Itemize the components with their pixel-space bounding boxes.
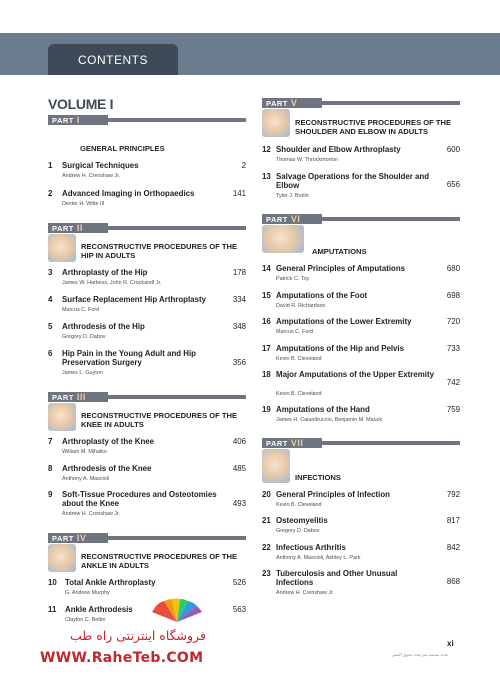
chapter-page: 406 — [232, 437, 246, 446]
chapter-authors: Kevin B. Cleveland — [276, 391, 322, 397]
chapter-page: 733 — [446, 344, 460, 353]
chapter-authors: Anthony A. Mascioli — [62, 476, 110, 482]
part-bar — [262, 98, 460, 108]
chapter-number: 1 — [48, 161, 53, 170]
chapter-page: 334 — [232, 295, 246, 304]
chapter-authors: Marcus C. Ford — [62, 307, 100, 313]
chapter-page: 493 — [232, 499, 246, 508]
chapter-authors: Kevin B. Cleveland — [276, 502, 322, 508]
part-rule — [108, 395, 246, 399]
chapter-page: 680 — [446, 264, 460, 273]
chapter-number: 15 — [262, 291, 271, 300]
part-7 — [262, 438, 460, 480]
chapter-title: Amputations of the Hand — [276, 405, 370, 414]
chapter-page: 720 — [446, 317, 460, 326]
chapter-authors: Clayton C. Bettin — [65, 617, 106, 623]
part-header — [48, 233, 246, 265]
contents-tab — [48, 44, 178, 75]
chapter-title: Infectious Arthritis — [276, 543, 346, 552]
chapter-authors: Gregory D. Dabov — [62, 334, 106, 340]
chapter-authors: Gregory D. Dabov — [276, 528, 320, 534]
part-title: RECONSTRUCTIVE PROCEDURES OF THE ANKLE IN ADULTS — [81, 552, 238, 570]
part-roman: III — [76, 392, 86, 402]
chapter-page: 868 — [446, 577, 460, 586]
part-title: RECONSTRUCTIVE PROCEDURES OF THE KNEE IN ADULTS — [81, 411, 238, 429]
chapter-page: 842 — [446, 543, 460, 552]
chapter-page: 792 — [446, 490, 460, 499]
store-watermark — [38, 598, 238, 668]
chapter-title: Surgical Techniques — [62, 161, 139, 170]
chapter-title: General Principles of Infection — [276, 490, 391, 499]
part-header — [262, 448, 460, 480]
knee-joint-illustration — [48, 403, 76, 431]
chapter-title: Arthrodesis of the Knee — [62, 464, 152, 473]
infection-illustration — [262, 449, 290, 483]
chapter-authors: Thomas W. Throckmorton — [276, 157, 338, 163]
chapter-page: 356 — [232, 358, 246, 367]
store-name-persian: فروشگاه اینترنتی راه طب — [70, 628, 206, 643]
hip-joint-illustration — [48, 234, 76, 262]
part-1 — [48, 115, 246, 157]
amputation-illustration — [262, 225, 304, 253]
part-rule — [322, 101, 460, 105]
chapter-title: General Principles of Amputations — [276, 264, 406, 273]
chapter-title: Arthrodesis of the Hip — [62, 322, 145, 331]
chapter-title: Hip Pain in the Young Adult and Hip Preservation Surgery — [62, 349, 196, 368]
chapter-number: 11 — [48, 605, 57, 614]
book-fan-logo-icon — [150, 598, 204, 624]
chapter-authors: William M. Mihalko — [62, 449, 107, 455]
chapter-number: 17 — [262, 344, 271, 353]
chapter-page: 656 — [446, 180, 460, 189]
chapter-number: 5 — [48, 322, 53, 331]
contents-label: CONTENTS — [78, 52, 148, 67]
part-title: RECONSTRUCTIVE PROCEDURES OF THE HIP IN ADULTS — [81, 242, 238, 260]
chapter-number: 19 — [262, 405, 271, 414]
chapter-number: 3 — [48, 268, 53, 277]
chapter-authors: Anthony A. Mascioli, Ashley L. Park — [276, 555, 361, 561]
chapter-authors: Patrick C. Toy — [276, 276, 310, 282]
part-rule — [108, 226, 246, 230]
part-bar — [48, 115, 246, 125]
chapter-page: 698 — [446, 291, 460, 300]
part-rule — [322, 217, 460, 221]
chapter-title: Amputations of the Lower Extremity — [276, 317, 412, 326]
chapter-authors: David R. Richardson — [276, 303, 326, 309]
part-roman: VI — [290, 214, 301, 224]
part-bar — [48, 392, 246, 402]
part-roman: II — [76, 223, 83, 233]
part-rule — [322, 441, 460, 445]
chapter-page: 817 — [446, 516, 460, 525]
chapter-page: 178 — [232, 268, 246, 277]
part-title: AMPUTATIONS — [312, 247, 367, 256]
chapter-authors: James W. Harkess, John R. Crockarell Jr. — [62, 280, 162, 286]
chapter-number: 20 — [262, 490, 271, 499]
part-label: PART VII — [262, 438, 322, 448]
part-rule — [108, 536, 246, 540]
chapter-authors: Andrew H. Crenshaw Jr. — [62, 511, 121, 517]
part-title: INFECTIONS — [295, 473, 341, 482]
chapter-number: 10 — [48, 578, 57, 587]
chapter-authors: Marcus C. Ford — [276, 329, 314, 335]
chapter-number: 21 — [262, 516, 271, 525]
part-label: PART I — [48, 115, 108, 125]
chapter-authors: G. Andrew Murphy — [65, 590, 110, 596]
part-bar — [48, 223, 246, 233]
chapter-title: Arthroplasty of the Hip — [62, 268, 148, 277]
part-4 — [48, 533, 246, 575]
chapter-title: Salvage Operations for the Shoulder and Elbow — [276, 172, 430, 191]
chapter-number: 23 — [262, 569, 271, 578]
chapter-title: Advanced Imaging in Orthopaedics — [62, 189, 195, 198]
part-roman: IV — [76, 533, 87, 543]
chapter-page: 2 — [241, 161, 246, 170]
part-label: PART V — [262, 98, 322, 108]
chapter-title: Shoulder and Elbow Arthroplasty — [276, 145, 401, 154]
part-label: PART III — [48, 392, 108, 402]
chapter-page: 348 — [232, 322, 246, 331]
chapter-title: Tuberculosis and Other Unusual Infections — [276, 569, 398, 588]
store-url[interactable]: WWW.RaheTeb.COM — [40, 650, 204, 666]
chapter-number: 18 — [262, 370, 271, 379]
chapter-title: Surface Replacement Hip Arthroplasty — [62, 295, 206, 304]
chapter-number: 8 — [48, 464, 53, 473]
part-label: PART II — [48, 223, 108, 233]
chapter-title: Amputations of the Foot — [276, 291, 368, 300]
part-roman: I — [76, 115, 80, 125]
chapter-number: 6 — [48, 349, 53, 358]
chapter-authors: James L. Guyton — [62, 370, 103, 376]
chapter-authors: Andrew H. Crenshaw Jr. — [62, 173, 121, 179]
part-bar — [262, 438, 460, 448]
chapter-authors: Dexter H. Witte III — [62, 201, 105, 207]
part-header — [48, 402, 246, 434]
chapter-title: Major Amputations of the Upper Extremity — [276, 370, 434, 379]
part-5 — [262, 98, 460, 140]
part-bar — [48, 533, 246, 543]
page-number: xi — [447, 639, 454, 648]
chapter-authors: James H. Calandruccio, Benjamin M. Mauck — [276, 417, 383, 423]
chapter-title: Soft-Tissue Procedures and Osteotomies about the Knee — [62, 490, 217, 509]
chapter-title: Arthroplasty of the Knee — [62, 437, 155, 446]
chapter-authors: Andrew H. Crenshaw Jr. — [276, 590, 335, 596]
part-title: GENERAL PRINCIPLES — [80, 144, 165, 153]
part-header — [48, 125, 246, 157]
chapter-title: Ankle Arthrodesis — [65, 605, 133, 614]
chapter-authors: Tyler J. Brolin — [276, 193, 309, 199]
chapter-number: 22 — [262, 543, 271, 552]
part-roman: VII — [290, 438, 304, 448]
part-bar — [262, 214, 460, 224]
part-roman: V — [290, 98, 298, 108]
copyright-footnote: ماده محمیه مترجمه حقوق النشر — [392, 652, 449, 657]
chapter-number: 16 — [262, 317, 271, 326]
volume-heading: VOLUME I — [48, 96, 114, 112]
chapter-title: Total Ankle Arthroplasty — [65, 578, 156, 587]
chapter-page: 141 — [232, 189, 246, 198]
chapter-title: Osteomyelitis — [276, 516, 328, 525]
chapter-number: 2 — [48, 189, 53, 198]
chapter-number: 7 — [48, 437, 53, 446]
shoulder-joint-illustration — [262, 109, 290, 137]
chapter-number: 4 — [48, 295, 53, 304]
chapter-number: 9 — [48, 490, 53, 499]
chapter-page: 485 — [232, 464, 246, 473]
chapter-number: 12 — [262, 145, 271, 154]
part-header — [262, 224, 460, 256]
chapter-title: Amputations of the Hip and Pelvis — [276, 344, 405, 353]
chapter-number: 13 — [262, 172, 271, 181]
part-3 — [48, 392, 246, 434]
part-2 — [48, 223, 246, 265]
part-header — [262, 108, 460, 140]
chapter-number: 14 — [262, 264, 271, 273]
part-label: PART VI — [262, 214, 322, 224]
chapter-page: 563 — [232, 605, 246, 614]
part-6 — [262, 214, 460, 256]
part-rule — [108, 118, 246, 122]
chapter-page: 600 — [446, 145, 460, 154]
ankle-joint-illustration — [48, 544, 76, 572]
part-label: PART IV — [48, 533, 108, 543]
part-header — [48, 543, 246, 575]
chapter-authors: Kevin B. Cleveland — [276, 356, 322, 362]
part-title: RECONSTRUCTIVE PROCEDURES OF THE SHOULDER AND ELBOW IN ADULTS — [295, 118, 452, 136]
chapter-page: 759 — [446, 405, 460, 414]
chapter-page: 742 — [446, 378, 460, 387]
chapter-page: 526 — [232, 578, 246, 587]
